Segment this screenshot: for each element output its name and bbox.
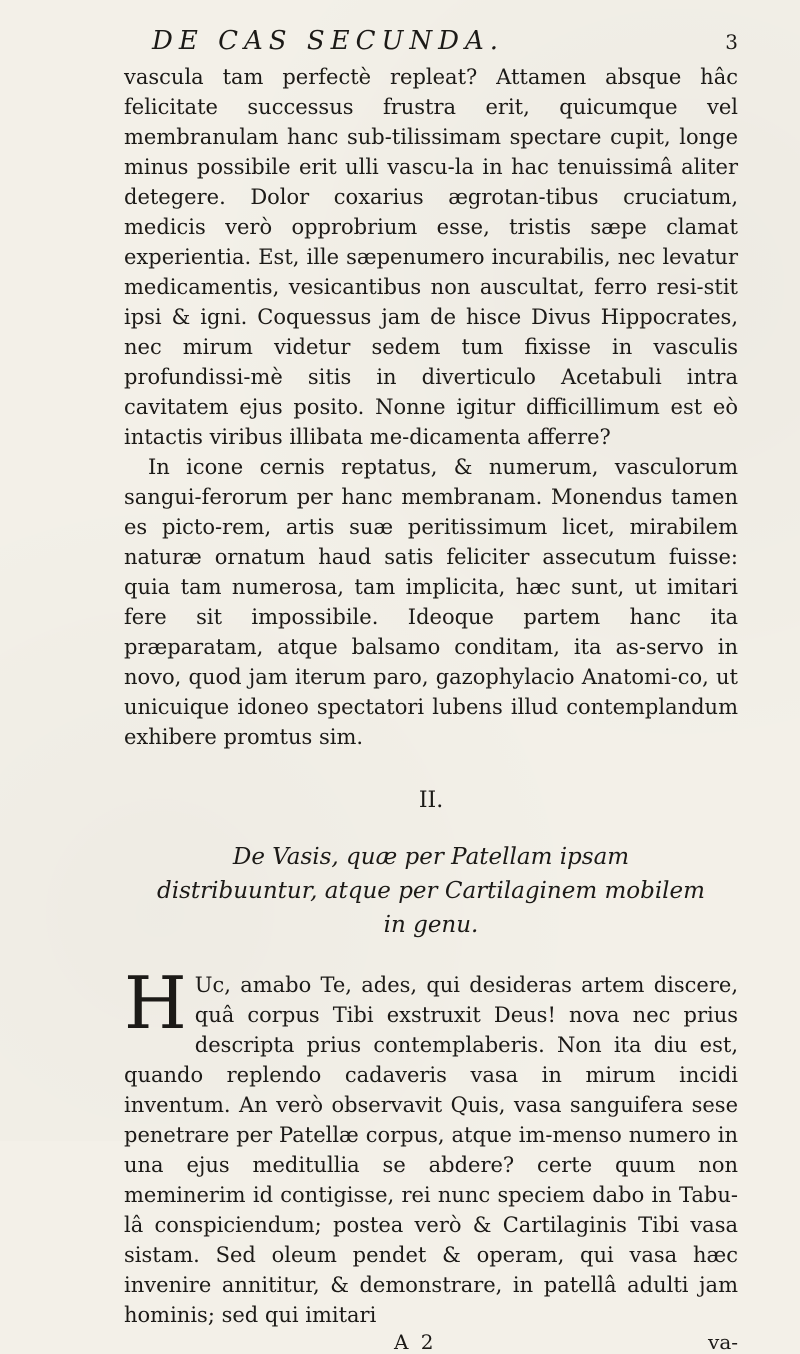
- signature-mark: A 2: [394, 1330, 437, 1354]
- paragraph-3-text: Uc, amabo Te, ades, qui desideras artem discere, quâ corpus Tibi exstruxit Deus! nova nec prius descripta prius contemplaberis. Non ita diu est, quando replendo cadaveris vasa in mirum incidi inventum. An verò observavit Quis, vasa sanguifera sese penetrare per Patellæ corpus, atque im-menso numero in una ejus meditullia se abdere? certe quum non meminerim id contigisse, rei nunc speciem dabo in Tabu-lâ conspiciendum; postea verò & Cartilaginis Tibi vasa sistam. Sed oleum pendet & operam, qui vasa hæc invenire annititur, & demonstrare, in patellâ adulti jam hominis; sed qui imitari: [124, 973, 738, 1327]
- paragraph-3: [124, 961, 738, 1330]
- catchword: va-: [708, 1330, 738, 1354]
- running-title: DE CAS SECUNDA.: [152, 26, 505, 56]
- page-number: 3: [725, 30, 738, 54]
- section-number: II.: [418, 788, 444, 813]
- paragraph-1: vascula tam perfectè repleat? Attamen absque hâc felicitate successus frustra erit, quicumque vel membranulam hanc sub-tilissimam spectare cupit, longe minus possibile erit ulli vascu-la in hac tenuissimâ aliter detegere. Dolor coxarius ægrotan-tibus cruciatum, medicis verò opprobrium esse, tristis sæpe clamat experientia. Est, ille sæpenumero incurabilis, nec levatur medicamentis, vesicantibus non auscultat, ferro resi-stit ipsi & igni. Coquessus jam de hisce Divus Hippocrates, nec mirum videtur sedem tum fixisse in vasculis profundissi-mè sitis in diverticulo Acetabuli intra cavitatem ejus posito. Nonne igitur difficillimum est eò intactis viribus illibata me-dicamenta afferre?: [124, 65, 738, 449]
- drop-cap: H: [124, 961, 187, 1045]
- section-title: De Vasis, quæ per Patellam ipsam distribuuntur, atque per Cartilaginem mobilem in genu.: [157, 844, 705, 938]
- page-footer: [124, 1332, 738, 1352]
- running-head: [124, 28, 738, 54]
- paragraph-2: In icone cernis reptatus, & numerum, vasculorum sangui-ferorum per hanc membranam. Monendus tamen es picto-rem, artis suæ peritissimum licet, mirabilem naturæ ornatum haud satis feliciter assecutum fuisse: quia tam numerosa, tam implicita, hæc sunt, ut imitari fere sit impossibile. Ideoque partem hanc ita præparatam, atque balsamo conditam, ita as-servo in novo, quod jam iterum paro, gazophylacio Anatomi-co, ut unicuique idoneo spectatori lubens illud contemplandum exhibere promtus sim.: [124, 455, 738, 749]
